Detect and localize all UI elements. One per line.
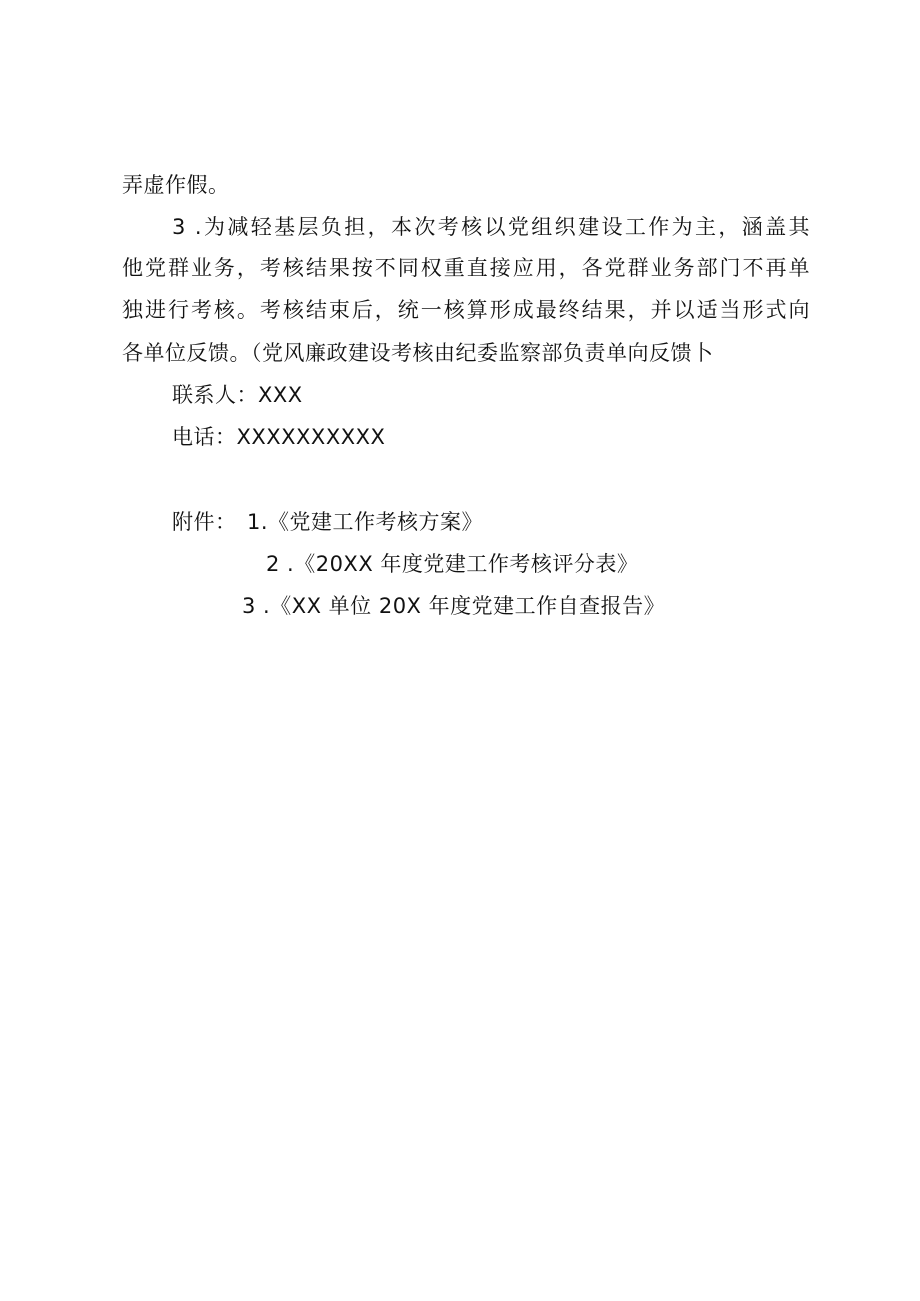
attachment-item-1: 1.《党建工作考核方案》 (247, 510, 484, 534)
contact-person: 联系人：XXX (172, 383, 303, 407)
attachment-item-2: 2 .《20XX 年度党建工作考核评分表》 (266, 552, 639, 576)
paragraph-line-4: 独进行考核。考核结束后，统一核算形成最终结果，并以适当形式向 (122, 298, 810, 322)
paragraph-line-1: 弄虚作假。 (122, 173, 230, 197)
contact-phone: 电话：XXXXXXXXXX (172, 425, 386, 449)
paragraph-line-5: 各单位反馈。（党风廉政建设考核由纪委监察部负责单向反馈卜 (122, 341, 714, 365)
paragraph-line-2: 3 .为减轻基层负担，本次考核以党组织建设工作为主，涵盖其 (172, 215, 810, 239)
attachments-label: 附件： (172, 510, 237, 534)
attachment-item-3: 3 .《XX 单位 20X 年度党建工作自查报告》 (242, 594, 666, 618)
paragraph-line-3: 他党群业务，考核结果按不同权重直接应用，各党群业务部门不再单 (122, 256, 810, 280)
